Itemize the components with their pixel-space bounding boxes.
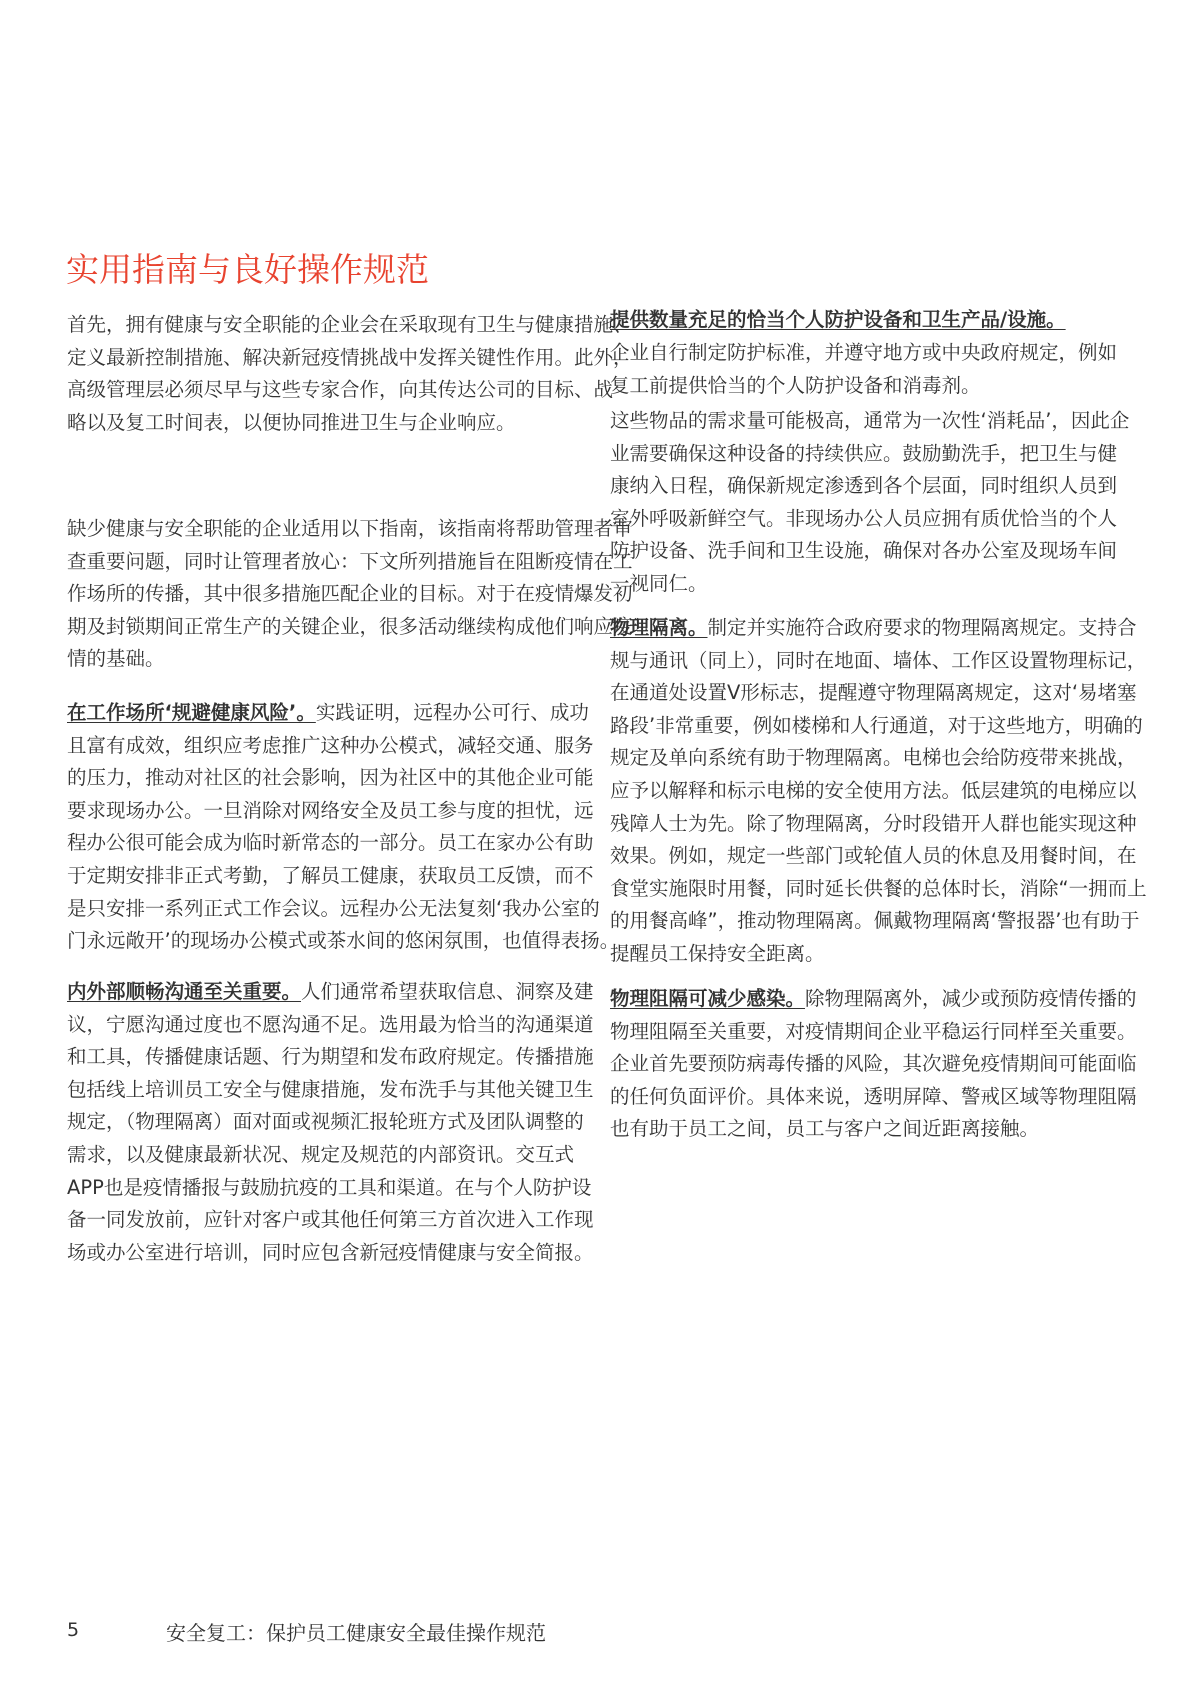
- text-line: [67, 1106, 594, 1139]
- line-text: 也有助于员工之间，员工与客户之间近距离接触。: [610, 1117, 1040, 1141]
- text-line: [610, 677, 1147, 710]
- paragraph: [610, 337, 1117, 402]
- paragraph: [67, 697, 619, 958]
- line-text: 路段’非常重要，例如楼梯和人行通道，对于这些地方，明确的: [610, 713, 1143, 737]
- line-text: 是只安排一系列正式工作会议。远程办公无法复刻‘我办公室的: [67, 896, 600, 920]
- text-line: [67, 1074, 594, 1107]
- text-line: [67, 762, 619, 795]
- paragraph: [610, 304, 1066, 337]
- text-line: [610, 775, 1147, 808]
- text-line: [610, 840, 1147, 873]
- text-line: [67, 976, 594, 1009]
- line-text: 制定并实施符合政府要求的物理隔离规定。支持合: [707, 616, 1137, 639]
- text-line: [67, 407, 633, 440]
- text-line: [610, 535, 1129, 568]
- text-line: [610, 983, 1137, 1016]
- paragraph: [610, 983, 1137, 1146]
- text-line: [610, 370, 1117, 403]
- text-line: [67, 546, 633, 579]
- line-text: 作场所的传播，其中很多措施匹配企业的目标。对于在疫情爆发初: [67, 582, 633, 606]
- line-text: 室外呼吸新鲜空气。非现场办公人员应拥有质优恰当的个人: [610, 506, 1118, 530]
- line-text: 包括线上培训员工安全与健康措施，发布洗手与其他关键卫生: [67, 1077, 594, 1101]
- text-line: [610, 470, 1129, 503]
- line-text: 除物理隔离外，减少或预防疫情传播的: [805, 987, 1137, 1010]
- line-text: 需求，以及健康最新状况、规定及规范的内部资讯。交互式: [67, 1142, 575, 1166]
- text-line: [610, 568, 1129, 601]
- paragraph-lead: 在工作场所‘规避健康风险’。: [67, 701, 316, 724]
- text-line: [610, 808, 1147, 841]
- line-text: 防护设备、洗手间和卫生设施，确保对各办公室及现场车间: [610, 539, 1118, 563]
- text-line: [610, 710, 1147, 743]
- line-text: 一视同仁。: [610, 571, 708, 595]
- text-line: [610, 337, 1117, 370]
- section-title: 实用指南与良好操作规范: [66, 250, 429, 289]
- text-line: [610, 938, 1147, 971]
- line-text: 食堂实施限时用餐，同时延长供餐的总体时长，消除“一拥而上: [610, 876, 1147, 900]
- text-line: [610, 405, 1129, 438]
- line-text: 查重要问题，同时让管理者放心：下文所列措施旨在阻断疫情在工: [67, 549, 633, 573]
- text-line: [67, 925, 619, 958]
- paragraph-lead: 物理阻隔可减少感染。: [610, 987, 806, 1010]
- text-line: [610, 503, 1129, 536]
- line-text: APP也是疫情播报与鼓励抗疫的工具和渠道。在与个人防护设: [67, 1175, 592, 1199]
- text-line: [610, 742, 1147, 775]
- footer-title: 安全复工：保护员工健康安全最佳操作规范: [166, 1621, 546, 1645]
- paragraph: [67, 513, 633, 676]
- line-text: 残障人士为先。除了物理隔离，分时段错开人群也能实现这种: [610, 811, 1137, 835]
- text-line: [67, 795, 619, 828]
- paragraph: [610, 405, 1129, 601]
- line-text: 场或办公室进行培训，同时应包含新冠疫情健康与安全简报。: [67, 1240, 594, 1264]
- line-text: 实践证明，远程办公可行、成功: [315, 701, 589, 724]
- paragraph-lead: 物理隔离。: [610, 616, 708, 639]
- text-line: [610, 1081, 1137, 1114]
- line-text: 规与通讯（同上），同时在地面、墙体、工作区设置物理标记，: [610, 648, 1147, 672]
- text-line: [610, 612, 1147, 645]
- text-line: [610, 1113, 1137, 1146]
- line-text: 要求现场办公。一旦消除对网络安全及员工参与度的担忧，远: [67, 798, 594, 822]
- text-line: [67, 374, 633, 407]
- line-text: 定义最新控制措施、解决新冠疫情挑战中发挥关键性作用。此外，: [67, 345, 633, 369]
- text-line: [610, 645, 1147, 678]
- line-text: 高级管理层必须尽早与这些专家合作，向其传达公司的目标、战: [67, 378, 614, 402]
- text-line: [67, 1139, 594, 1172]
- line-text: 在通道处设置V形标志，提醒遵守物理隔离规定，这对‘易堵塞: [610, 681, 1137, 705]
- paragraph: [610, 612, 1147, 971]
- line-text: 复工前提供恰当的个人防护设备和消毒剂。: [610, 373, 981, 397]
- text-line: [67, 643, 633, 676]
- paragraph-lead: 提供数量充足的恰当个人防护设备和卫生产品/设施。: [610, 308, 1066, 331]
- text-line: [67, 1172, 594, 1205]
- text-line: [610, 438, 1129, 471]
- line-text: 门永远敞开’的现场办公模式或茶水间的悠闲氛围，也值得表扬。: [67, 929, 620, 953]
- line-text: 规定及单向系统有助于物理隔离。电梯也会给防疫带来挑战，: [610, 746, 1137, 770]
- line-text: 于定期安排非正式考勤，了解员工健康，获取员工反馈，而不: [67, 863, 594, 887]
- text-line: [67, 860, 619, 893]
- line-text: 的用餐高峰”，推动物理隔离。佩戴物理隔离‘警报器’也有助于: [610, 909, 1140, 933]
- text-line: [67, 1009, 594, 1042]
- line-text: 业需要确保这种设备的持续供应。鼓励勤洗手，把卫生与健: [610, 441, 1118, 465]
- line-text: 和工具，传播健康话题、行为期望和发布政府规定。传播措施: [67, 1045, 594, 1069]
- line-text: 缺少健康与安全职能的企业适用以下指南，该指南将帮助管理者审: [67, 517, 633, 540]
- text-line: [67, 611, 633, 644]
- line-text: 程办公很可能会成为临时新常态的一部分。员工在家办公有助: [67, 831, 594, 855]
- line-text: 首先，拥有健康与安全职能的企业会在采取现有卫生与健康措施、: [67, 313, 633, 336]
- line-text: 且富有成效，组织应考虑推广这种办公模式，减轻交通、服务: [67, 733, 594, 757]
- line-text: 应予以解释和标示电梯的安全使用方法。低层建筑的电梯应以: [610, 778, 1137, 802]
- line-text: 这些物品的需求量可能极高，通常为一次性‘消耗品’，因此企: [610, 409, 1130, 432]
- line-text: 企业自行制定防护标准，并遵守地方或中央政府规定，例如: [610, 341, 1118, 364]
- text-line: [67, 513, 633, 546]
- text-line: [67, 827, 619, 860]
- line-text: 提醒员工保持安全距离。: [610, 941, 825, 965]
- line-text: 效果。例如，规定一些部门或轮值人员的休息及用餐时间，在: [610, 844, 1137, 868]
- line-text: 的压力，推动对社区的社会影响，因为社区中的其他企业可能: [67, 766, 594, 790]
- line-text: 略以及复工时间表，以便协同推进卫生与企业响应。: [67, 410, 516, 434]
- line-text: 康纳入日程，确保新规定渗透到各个层面，同时组织人员到: [610, 474, 1118, 498]
- text-line: [67, 309, 633, 342]
- text-line: [67, 697, 619, 730]
- text-line: [67, 342, 633, 375]
- text-line: [610, 905, 1147, 938]
- paragraph: [67, 976, 594, 1269]
- text-line: [610, 1048, 1137, 1081]
- text-line: [67, 1237, 594, 1270]
- line-text: 物理阻隔至关重要，对疫情期间企业平稳运行同样至关重要。: [610, 1019, 1137, 1043]
- paragraph-lead: 内外部顺畅沟通至关重要。: [67, 980, 302, 1003]
- paragraph: [67, 309, 633, 439]
- text-line: [67, 893, 619, 926]
- line-text: 企业首先要预防病毒传播的风险，其次避免疫情期间可能面临: [610, 1052, 1137, 1076]
- text-line: [610, 304, 1066, 337]
- page-number: 5: [67, 1619, 80, 1641]
- text-line: [67, 730, 619, 763]
- line-text: 备一同发放前，应针对客户或其他任何第三方首次进入工作现: [67, 1208, 594, 1232]
- text-line: [67, 1204, 594, 1237]
- line-text: 情的基础。: [67, 647, 165, 671]
- line-text: 期及封锁期间正常生产的关键企业，很多活动继续构成他们响应疫: [67, 614, 633, 638]
- text-line: [610, 873, 1147, 906]
- line-text: 规定，（物理隔离）面对面或视频汇报轮班方式及团队调整的: [67, 1110, 584, 1134]
- text-line: [67, 1041, 594, 1074]
- line-text: 议，宁愿沟通过度也不愿沟通不足。选用最为恰当的沟通渠道: [67, 1012, 594, 1036]
- line-text: 的任何负面评价。具体来说，透明屏障、警戒区域等物理阻隔: [610, 1084, 1137, 1108]
- text-line: [610, 1016, 1137, 1049]
- text-line: [67, 578, 633, 611]
- line-text: 人们通常希望获取信息、洞察及建: [301, 980, 594, 1003]
